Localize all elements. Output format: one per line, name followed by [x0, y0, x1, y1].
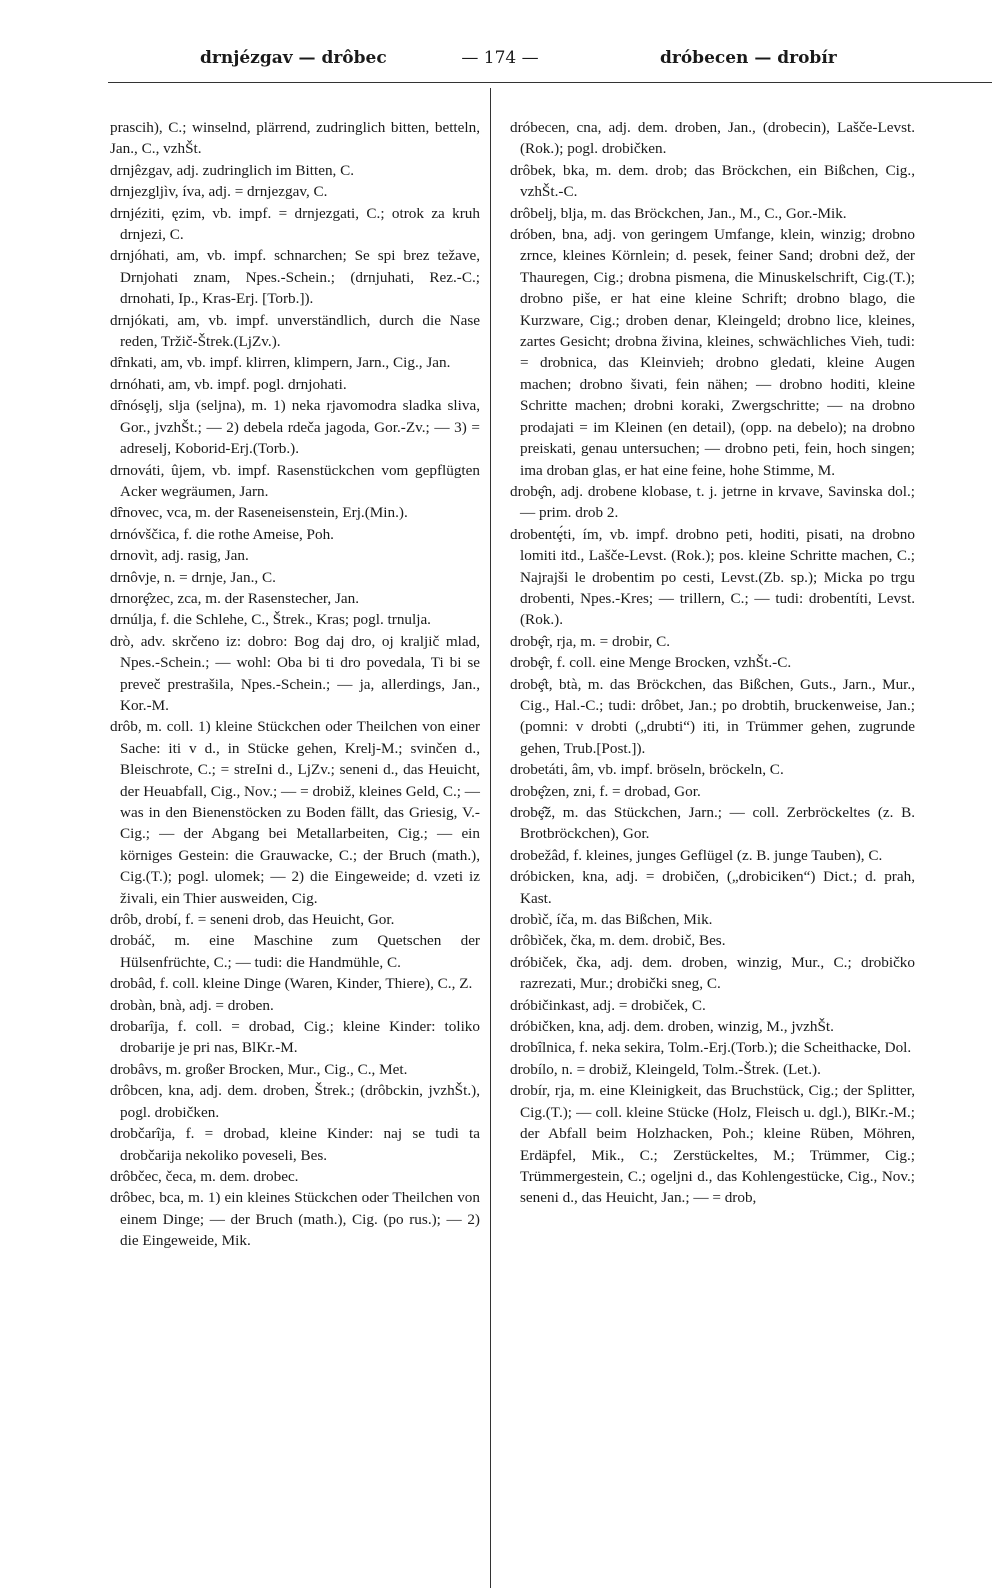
dictionary-entry: drobìč, íča, m. das Bißchen, Mik.	[510, 911, 713, 929]
dictionary-entry: drôbìček, čka, m. dem. drobič, Bes.	[510, 932, 726, 950]
dictionary-entry: dȓnósȩlj, slja (seljna), m. 1) neka rjavomodra sladka sliva, Gor., jvzhŠt.; — 2) debela rdeča jagoda, Gor.-Zv.; — 3) = adreselj, Koborid-Erj.(Torb.).	[110, 397, 480, 458]
dictionary-entry: drnóhati, am, vb. impf. pogl. drnjohati.	[110, 375, 347, 393]
dictionary-entry: drnjókati, am, vb. impf. unverständlich, durch die Nase reden, Tržič-Štrek.(LjZv.).	[110, 311, 480, 351]
dictionary-entry: drobílo, n. = drobiž, Kleingeld, Tolm.-Štrek. (Let.).	[510, 1060, 821, 1078]
dictionary-entry: drobȩ̂r, f. coll. eine Menge Brocken, vzhŠt.-C.	[510, 654, 792, 672]
dictionary-entry: drobȩ̂n, adj. drobene klobase, t. j. jetrne in krvave, Savinska dol.; — prim. drob 2.	[510, 482, 915, 522]
dictionary-entry: drnjéziti, ęzim, vb. impf. = drnjezgati, C.; otrok za kruh drnjezi, C.	[110, 204, 480, 244]
dictionary-entry: dróbiček, čka, adj. dem. droben, winzig, Mur., C.; drobičko razrezati, Mur.; drobički sneg, C.	[510, 953, 915, 993]
dictionary-entry: dróben, bna, adj. von geringem Umfange, klein, winzig; drobno zrnce, kleines Körnlein; d. pesek, feiner Sand; drobni dež, der Thauregen, Cig.; drobna pismena, die Minuskelschrift, Cig.(T.); drobno piše, er hat eine kleine Schrift; drobno blago, die Kurzware, Cig.; droben denar, Kleingeld; drobno lice, kleines, zartes Gesicht; drobna živina, kleines, schwächliches Vieh, tudi: = drobnica, das Kleinvieh; drobno gledati, kleine Augen machen; drobno šivati, fein nähen; — drobno hoditi, kleine Schritte machen; drobni koraki, Zwergschritte; — na drobno prodajati = im Kleinen (en detail), (opp. na debelo); na drobno preiskati, genau untersuchen; — drobno peti, fein, hoch singen; ima droban glas, er hat eine feine, hohe Stimme, M.	[510, 226, 915, 479]
dictionary-entry: drobčarîja, f. = drobad, kleine Kinder: naj se tudi ta drobčarija nekoliko poveseli, Bes.	[110, 1125, 480, 1164]
dictionary-entry: drobȩ̂t, btà, m. das Bröckchen, das Bißchen, Guts., Jarn., Mur., Cig., Hal.-C.; tudi: drôbet, Jan.; po drobtih, bruckenweise, Jan.; (pomni: v drobti („drubti“) iti, in Trümmer gehen, zugrunde gehen, Trub.[Post.]).	[510, 675, 915, 757]
dictionary-entry: drobîlnica, f. neka sekira, Tolm.-Erj.(Torb.); die Scheithacke, Dol.	[510, 1039, 912, 1057]
dictionary-entry: drôbec, bca, m. 1) ein kleines Stückchen oder Theilchen von einem Dinge; — der Bruch (math.), Cig. (po rus.); — 2) die Eingeweide, Mik.	[110, 1189, 480, 1250]
dictionary-entry: drnjóhati, am, vb. impf. schnarchen; Se spi brez težave, Drnjohati znam, Npes.-Schein.; (drnjuhati, Rez.-C.; drnohati, Ip., Kras-Erj. [Torb.]).	[110, 247, 480, 308]
dictionary-entry: drobȩ̂r, rja, m. = drobir, C.	[510, 632, 671, 650]
dictionary-entry: drobarîja, f. coll. = drobad, Cig.; kleine Kinder: toliko drobarije je pri nas, BlKr.-M.	[110, 1018, 480, 1057]
dictionary-entry: drobáč, m. eine Maschine zum Quetschen der Hülsenfrüchte, C.; — tudi: die Handmühle, C.	[110, 932, 480, 971]
dictionary-entry: drnôvje, n. = drnje, Jan., C.	[110, 568, 276, 586]
dictionary-entry: dróbičinkast, adj. = drobiček, C.	[510, 996, 706, 1014]
header-left-guide-words: drnjézgav — drôbec	[200, 48, 387, 68]
header-right-guide-words: dróbecen — drobír	[660, 48, 837, 68]
dictionary-entry: drnováti, ûjem, vb. impf. Rasenstückchen vom gepflügten Acker wegräumen, Jarn.	[110, 461, 480, 500]
dictionary-entry: dȓnkati, am, vb. impf. klirren, klimpern, Jarn., Cig., Jan.	[110, 354, 451, 372]
dictionary-entry: drobâd, f. coll. kleine Dinge (Waren, Kinder, Thiere), C., Z.	[110, 975, 473, 993]
dictionary-entry: prascih), C.; winselnd, plärrend, zudringlich bitten, betteln, Jan., C., vzhŠt.	[110, 119, 480, 158]
dictionary-entry: drobetáti, âm, vb. impf. bröseln, bröckeln, C.	[510, 761, 784, 779]
column-divider	[490, 88, 491, 1588]
dictionary-entry: drobȩ̂zen, zni, f. = drobad, Gor.	[510, 782, 701, 800]
left-column	[110, 117, 480, 1252]
dictionary-entry: drôb, m. coll. 1) kleine Stückchen oder Theilchen von einer Sache: iti v d., in Stücke gehen, Krelj-M.; svinčen d., Bleischrote, C.; = streIni d., LjZv.; seneni d., das Heuicht, der Heuabfall, Cig., Nov.; — = drobiž, kleines Geld, C.; — was in den Bienenstöcken zu Boden fällt, das Griesig, V.-Cig.; — der Abgang bei Metallarbeiten, Cig.; — ein körniges Gestein: die Grauwacke, C.; der Bruch (math.), Cig.(T.); pogl. ulomek; — 2) die Eingeweide; d. vzeti iz živali, ein Thier ausweiden, Cig.	[110, 718, 480, 907]
dictionary-entry: drobežâd, f. kleines, junges Geflügel (z. B. junge Tauben), C.	[510, 846, 883, 864]
dictionary-entry: drnúlja, f. die Schlehe, C., Štrek., Kras; pogl. trnulja.	[110, 611, 431, 629]
dictionary-entry: drnjezgljìv, íva, adj. = drnjezgav, C.	[110, 183, 328, 201]
dictionary-entry: drnorȩ̂zec, zca, m. der Rasenstecher, Jan.	[110, 589, 360, 607]
dictionary-entry: dróbičken, kna, adj. dem. droben, winzig, M., jvzhŠt.	[510, 1018, 834, 1036]
dictionary-entry: drôbek, bka, m. dem. drob; das Bröckchen, ein Bißchen, Cig., vzhŠt.-C.	[510, 161, 915, 201]
right-column	[510, 117, 915, 1209]
dictionary-entry: drôbčec, čeca, m. dem. drobec.	[110, 1167, 299, 1185]
dictionary-entry: dȓnovec, vca, m. der Raseneisenstein, Erj.(Min.).	[110, 504, 408, 522]
dictionary-entry: drobâvs, m. großer Brocken, Mur., Cig., C., Met.	[110, 1060, 408, 1078]
dictionary-entry: drobír, rja, m. eine Kleinigkeit, das Bruchstück, Cig.; der Splitter, Cig.(T.); — coll. kleine Stücke (Holz, Fleisch u. dgl.), BlKr.-M.; der Abfall beim Holzhacken, Poh.; kleine Rüben, Möhren, Erdäpfel, Mik., C.; Zerstückeltes, M.; Trümmer, Cig.; Trümmergestein, C.; ogeljni d., das Kohlengestücke, Cig., Nov.; seneni d., das Heuicht, Jan.; — = drob,	[510, 1082, 915, 1207]
dictionary-entry: dróbecen, cna, adj. dem. droben, Jan., (drobecin), Lašče-Levst.(Rok.); pogl. drobičken.	[510, 119, 915, 158]
dictionary-entry: drnjêzgav, adj. zudringlich im Bitten, C.	[110, 161, 355, 179]
dictionary-entry: drôb, drobí, f. = seneni drob, das Heuicht, Gor.	[110, 911, 395, 929]
dictionary-entry: drnovìt, adj. rasig, Jan.	[110, 547, 249, 565]
dictionary-entry: dróbicken, kna, adj. = drobičen, („drobiciken“) Dict.; d. prah, Kast.	[510, 868, 915, 907]
page-number: — 174 —	[461, 48, 539, 68]
dictionary-entry: drnóvščica, f. die rothe Ameise, Poh.	[110, 525, 334, 543]
page-header	[0, 48, 1000, 78]
dictionary-entry: drobentȩ́ti, ím, vb. impf. drobno peti, hoditi, pisati, na drobno lomiti itd., Lašče-Levst. (Rok.); pos. kleine Schritte machen, C.; Najrajši le drobentim po cesti, Levst.(Zb. sp.); Micka po trgu drobenti, Npes.-Kres; — trillern, C.; — tudi: drobentíti, Levst.(Rok.).	[510, 525, 915, 629]
dictionary-entry: drobȩ̂ž, m. das Stückchen, Jarn.; — coll. Zerbröckeltes (z. B. Brotbröckchen), Gor.	[510, 804, 915, 843]
header-rule	[108, 82, 992, 83]
dictionary-entry: drò, adv. skrčeno iz: dobro: Bog daj dro, oj kraljič mlad, Npes.-Schein.; — wohl: Oba bi ti dro povedala, Ti bi se preveč prestrašila, Npes.-Schein.; — ja, allerdings, Jan., Kor.-M.	[110, 632, 480, 714]
dictionary-entry: drôbcen, kna, adj. dem. droben, Štrek.; (drôbckin, jvzhŠt.), pogl. drobičken.	[110, 1082, 480, 1121]
dictionary-entry: drobàn, bnà, adj. = droben.	[110, 996, 274, 1014]
dictionary-entry: drôbelj, blja, m. das Bröckchen, Jan., M., C., Gor.-Mik.	[510, 204, 847, 222]
